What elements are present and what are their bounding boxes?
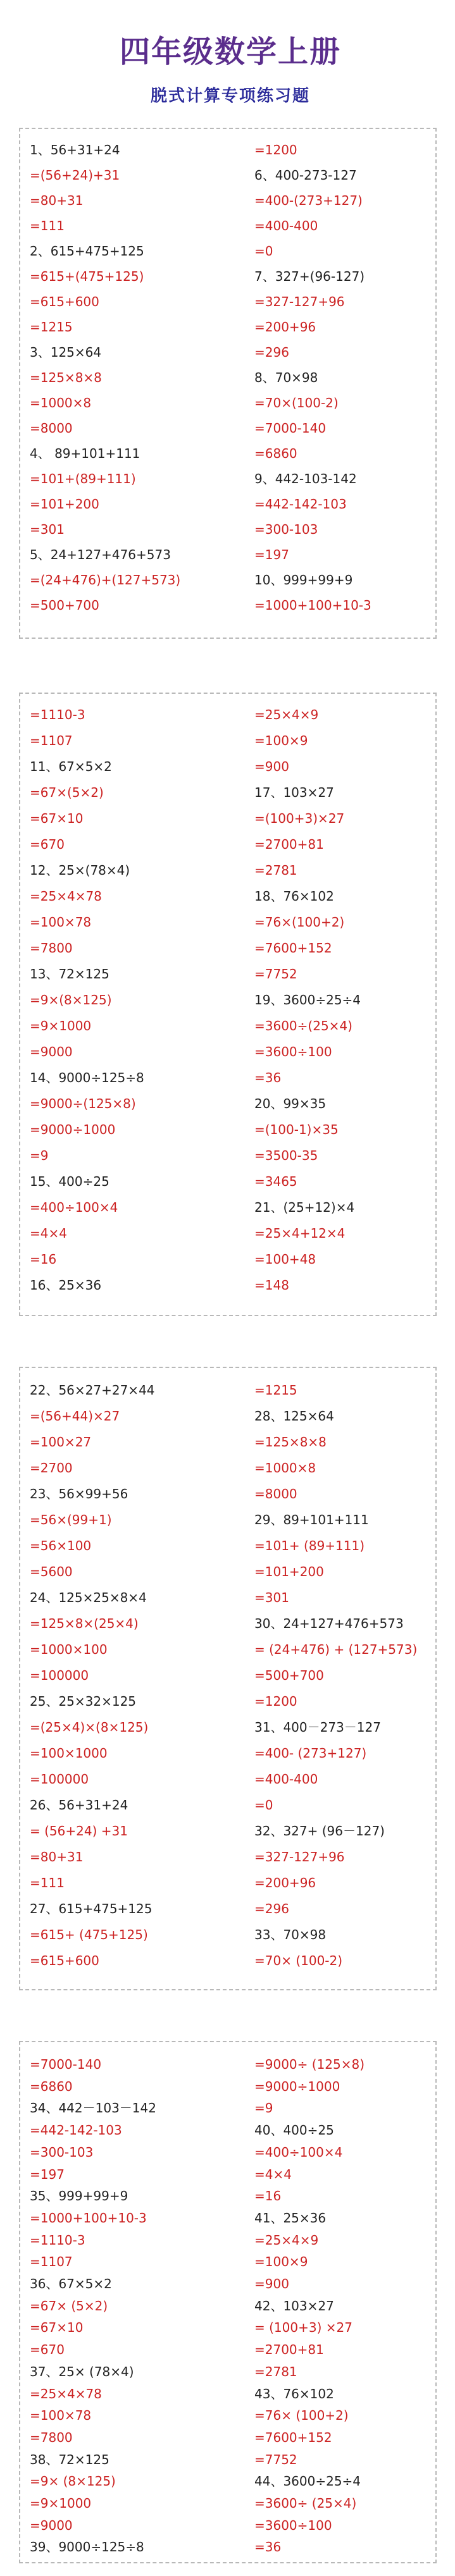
solution-step: =111 [30,1875,65,1890]
solution-step: =1110-3 [30,707,85,722]
problem-question: 37、25× (78×4) [30,2364,134,2379]
problem-question: 9、442-103-142 [254,471,357,486]
exercise-panel-4 [19,2041,437,2563]
problem-question: 34、442－103－142 [30,2100,156,2116]
solution-step: =100×78 [30,2408,92,2423]
problem-question: 14、9000÷125÷8 [30,1070,144,1085]
problem-question: 29、89+101+111 [254,1512,369,1527]
solution-step: =(56+44)×27 [30,1408,120,1424]
solution-step: =1000×8 [254,1460,316,1476]
solution-step: =9000 [30,1044,73,1059]
problem-question: 20、99×35 [254,1096,327,1111]
solution-step: =3600÷(25×4) [254,1018,352,1033]
solution-step: = (56+24) +31 [30,1823,128,1839]
solution-step: =9 [254,2100,273,2116]
solution-step: =7800 [30,2430,73,2445]
problem-question: 40、400÷25 [254,2123,334,2138]
problem-question: 12、25×(78×4) [30,863,130,878]
solution-step: =400-(273+127) [254,193,363,208]
solution-step: =5600 [30,1564,73,1579]
solution-step: =327-127+96 [254,294,345,309]
solution-step: =900 [254,759,289,774]
solution-step: =1110-3 [30,2233,85,2248]
solution-step: =9000÷(125×8) [30,1096,136,1111]
solution-step: =125×8×(25×4) [30,1616,139,1631]
solution-step: =400÷100×4 [254,2145,343,2160]
solution-step: =2781 [254,863,297,878]
page-title-block [28,27,432,121]
solution-step: =1200 [254,142,297,157]
problem-question: 16、25×36 [30,1278,102,1293]
problem-question: 11、67×5×2 [30,759,112,774]
solution-step: =56×100 [30,1538,92,1553]
solution-step: =125×8×8 [30,370,102,385]
problem-question: 23、56×99+56 [30,1486,128,1501]
solution-step: =9000÷1000 [254,2079,340,2094]
solution-step: =9000 [30,2518,73,2533]
solution-step: =1000×100 [30,1642,108,1657]
solution-step: =148 [254,1278,289,1293]
solution-step: =296 [254,1901,289,1916]
problem-question: 8、70×98 [254,370,318,385]
problem-question: 39、9000÷125÷8 [30,2539,144,2554]
solution-step: =670 [30,837,65,852]
solution-step: =400-400 [254,218,318,233]
solution-step: =900 [254,2276,289,2291]
solution-step: =67× (5×2) [30,2298,108,2314]
solution-step: =80+31 [30,1849,84,1864]
solution-step: =327-127+96 [254,1849,345,1864]
solution-step: =25×4×78 [30,889,102,904]
solution-step: =67×(5×2) [30,785,104,800]
problem-question: 13、72×125 [30,966,109,982]
exercise-panel-2 [19,693,437,1316]
solution-step: =25×4+12×4 [254,1226,346,1241]
solution-step: =101+ (89+111) [254,1538,365,1553]
solution-step: =9×1000 [30,2496,92,2511]
solution-step: =2781 [254,2364,297,2379]
solution-step: =301 [30,522,65,537]
solution-step: =7000-140 [30,2057,102,2072]
solution-step: =197 [254,547,289,562]
solution-step: =8000 [30,421,73,436]
solution-step: =16 [254,2188,282,2203]
solution-step: =6860 [30,2079,73,2094]
solution-step: =100+48 [254,1252,316,1267]
solution-step: =0 [254,243,273,259]
solution-step: =197 [30,2167,65,2182]
solution-step: =3600÷100 [254,2518,332,2533]
solution-step: =3465 [254,1174,297,1189]
solution-step: =296 [254,345,289,360]
problem-question: 27、615+475+125 [30,1901,153,1916]
solution-step: =615+ (475+125) [30,1927,148,1942]
solution-step: =6860 [254,446,297,461]
solution-step: =442-142-103 [30,2123,122,2138]
solution-step: =100×1000 [30,1746,108,1761]
solution-step: =200+96 [254,319,316,335]
solution-step: =25×4×9 [254,2233,319,2248]
solution-step: =200+96 [254,1875,316,1890]
solution-step: =111 [30,218,65,233]
solution-step: =76×(100+2) [254,915,345,930]
solution-step: =400÷100×4 [30,1200,118,1215]
solution-step: =(25×4)×(8×125) [30,1720,149,1735]
solution-step: =442-142-103 [254,496,347,512]
solution-step: =7600+152 [254,940,332,956]
solution-step: =1200 [254,1694,297,1709]
page-subtitle: 脱式计算专项练习题 [150,87,310,106]
solution-step: =7600+152 [254,2430,332,2445]
solution-step: =76× (100+2) [254,2408,349,2423]
solution-step: =56×(99+1) [30,1512,112,1527]
solution-step: =7752 [254,966,297,982]
solution-step: =70×(100-2) [254,395,339,410]
solution-step: =615+600 [30,1953,99,1968]
solution-step: =100000 [30,1772,89,1787]
solution-step: =4×4 [30,1226,67,1241]
solution-step: =1107 [30,2254,73,2269]
solution-step: =(100+3)×27 [254,811,345,826]
solution-step: =2700 [30,1460,73,1476]
solution-step: =80+31 [30,193,84,208]
solution-step: =301 [254,1590,289,1605]
solution-step: =67×10 [30,811,84,826]
problem-question: 28、125×64 [254,1408,334,1424]
problem-question: 21、(25+12)×4 [254,1200,355,1215]
problem-question: 4、 89+101+111 [30,446,140,461]
problem-question: 19、3600÷25÷4 [254,992,361,1008]
solution-step: =1107 [30,733,73,748]
solution-step: =100×9 [254,2254,308,2269]
problem-question: 10、999+99+9 [254,572,353,588]
solution-step: =25×4×78 [30,2386,102,2401]
solution-step: =400-400 [254,1772,318,1787]
problem-question: 32、327+ (96－127) [254,1823,385,1839]
solution-step: =3600÷100 [254,1044,332,1059]
solution-step: =1215 [254,1383,297,1398]
solution-step: =4×4 [254,2167,292,2182]
problem-question: 25、25×32×125 [30,1694,137,1709]
solution-step: = (24+476) + (127+573) [254,1642,418,1657]
solution-step: =36 [254,2539,282,2554]
solution-step: =400- (273+127) [254,1746,367,1761]
solution-step: =3600÷ (25×4) [254,2496,357,2511]
solution-step: =100×9 [254,733,308,748]
solution-step: =2700+81 [254,837,324,852]
solution-step: =(24+476)+(127+573) [30,572,181,588]
solution-step: =16 [30,1252,57,1267]
solution-step: =100×27 [30,1434,92,1450]
solution-step: =1000+100+10-3 [30,2210,147,2226]
solution-step: =2700+81 [254,2342,324,2357]
problem-question: 22、56×27+27×44 [30,1383,155,1398]
problem-question: 41、25×36 [254,2210,327,2226]
solution-step: =670 [30,2342,65,2357]
problem-question: 15、400÷25 [30,1174,109,1189]
solution-step: =1000+100+10-3 [254,598,371,613]
problem-question: 2、615+475+125 [30,243,144,259]
solution-step: =7000-140 [254,421,327,436]
solution-step: =300-103 [30,2145,94,2160]
solution-step: =100000 [30,1668,89,1683]
solution-step: =67×10 [30,2320,84,2335]
solution-step: =8000 [254,1486,297,1501]
solution-step: = (100+3) ×27 [254,2320,352,2335]
solution-step: =300-103 [254,522,318,537]
problem-question: 24、125×25×8×4 [30,1590,147,1605]
page-title: 四年级数学上册 [119,34,341,70]
solution-step: =25×4×9 [254,707,319,722]
problem-question: 36、67×5×2 [30,2276,112,2291]
solution-step: =101+(89+111) [30,471,136,486]
problem-question: 43、76×102 [254,2386,334,2401]
solution-step: =9×(8×125) [30,992,112,1008]
solution-step: =70× (100-2) [254,1953,343,1968]
solution-step: =9000÷ (125×8) [254,2057,365,2072]
solution-step: =615+600 [30,294,99,309]
solution-step: =101+200 [254,1564,324,1579]
solution-step: =615+(475+125) [30,269,144,284]
solution-step: =7752 [254,2452,297,2467]
solution-step: =36 [254,1070,282,1085]
solution-step: =101+200 [30,496,99,512]
problem-question: 26、56+31+24 [30,1797,128,1813]
problem-question: 44、3600÷25÷4 [254,2474,361,2489]
exercise-panel-3 [19,1367,437,1990]
solution-step: =9 [30,1148,49,1163]
exercise-panel-1 [19,128,437,639]
solution-step: =125×8×8 [254,1434,327,1450]
solution-step: =9× (8×125) [30,2474,116,2489]
solution-step: =1000×8 [30,395,92,410]
solution-step: =7800 [30,940,73,956]
problem-question: 17、103×27 [254,785,334,800]
problem-question: 35、999+99+9 [30,2188,128,2203]
solution-step: =100×78 [30,915,92,930]
problem-question: 30、24+127+476+573 [254,1616,404,1631]
solution-step: =500+700 [30,598,99,613]
solution-step: =9000÷1000 [30,1122,116,1137]
solution-step: =(56+24)+31 [30,168,120,183]
solution-step: =500+700 [254,1668,324,1683]
problem-question: 5、24+127+476+573 [30,547,171,562]
problem-question: 7、327+(96-127) [254,269,365,284]
problem-question: 1、56+31+24 [30,142,120,157]
problem-question: 38、72×125 [30,2452,109,2467]
problem-question: 42、103×27 [254,2298,334,2314]
solution-step: =1215 [30,319,73,335]
problem-question: 31、400－273－127 [254,1720,381,1735]
problem-question: 6、400-273-127 [254,168,357,183]
solution-step: =3500-35 [254,1148,318,1163]
problem-question: 33、70×98 [254,1927,327,1942]
solution-step: =0 [254,1797,273,1813]
solution-step: =9×1000 [30,1018,92,1033]
problem-question: 18、76×102 [254,889,334,904]
problem-question: 3、125×64 [30,345,102,360]
solution-step: =(100-1)×35 [254,1122,339,1137]
